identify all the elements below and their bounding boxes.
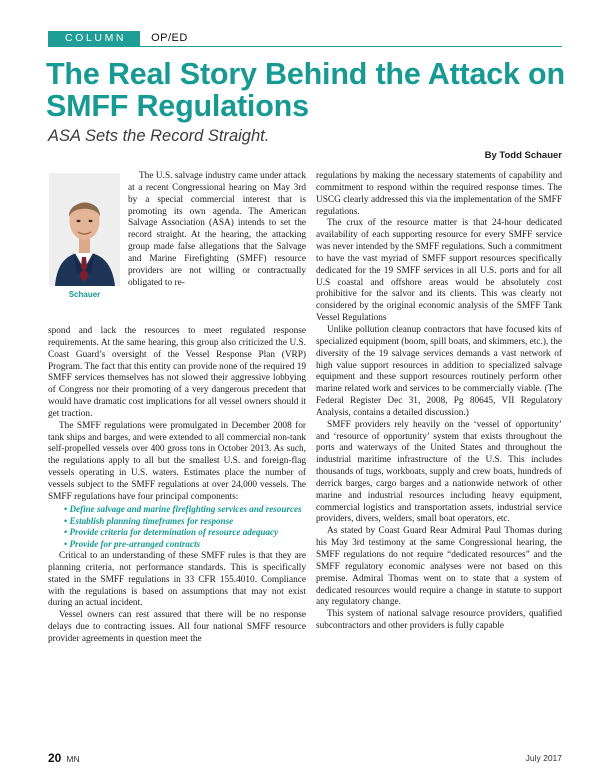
body-paragraph: As stated by Coast Guard Rear Admiral Paul Thomas during his May 3rd testimony at the same Congressional hearing, the SMFF regulations do not require “dedicated resources” and the SMFF regulatory economic analyses were not based on this premise. Admiral Thomas went on to state that a system of dedicated resources would require a change in statute to support any regulatory change.: [316, 526, 562, 608]
components-list: [48, 504, 306, 551]
list-item: • Establish planning timeframes for response: [64, 515, 234, 526]
body-paragraph: regulations by making the necessary statements of capability and commitment to respond within the required response times. The USCG clearly addressed this via the implementation of the SMFF regulations.: [316, 171, 562, 217]
body-paragraph: This system of national salvage resource providers, qualified subcontractors and other providers is fully capable: [316, 609, 562, 632]
article-subtitle: ASA Sets the Record Straight.: [48, 127, 270, 145]
issue-date: July 2017: [525, 753, 562, 763]
right-column: [316, 171, 562, 633]
author-photo: [49, 173, 120, 286]
column-tag: COLUMN: [48, 31, 140, 46]
intro-paragraph-end: spond and lack the resources to meet regulated response requirements. At the same hearing, this group also criticized the U.S. Coast Guard’s oversight of the Vessel Response Plan (VRP) Program. The fact that this entity can provide none of the required 19 SMFF services themselves has not slowed their aggressive lobbying of Congress nor their promoting of a very dangerous precedent that would have dramatic cost implications for all vessel owners should it get traction.: [48, 326, 306, 419]
body-paragraph: The SMFF regulations were promulgated in December 2008 for tank ships and barges, and were extended to all commercial non-tank self-propelled vessels over 400 gross tons in October 2013. As such, the regulations apply to all but the smallest U.S. and foreign-flag vessels operating in U.S. waters. Estimates place the number of vessels subject to the SMFF regulations at over 24,000 vessels. The SMFF regulations have four principal components:: [48, 420, 306, 502]
article-byline: By Todd Schauer: [484, 150, 562, 161]
section-header: [48, 31, 188, 46]
page-number: 20: [48, 751, 62, 765]
photo-caption: Schauer: [68, 290, 101, 299]
body-paragraph: SMFF providers rely heavily on the ‘vessel of opportunity’ and ‘resource of opportunity’ system that exists throughout the ports and waterways of the United States and throughout the industrial maritime infrastructure of the U.S. This includes thousands of tugs, workboats, supply and crew boats, hundreds of derrick barges, cargo barges and a nationwide network of other marine and industrial resources including heavy equipment, commercial logistics and transportation assets, industrial service providers, divers, welders, small boat operators, etc.: [316, 419, 562, 525]
list-item: • Provide criteria for determination of resource adequacy: [64, 527, 279, 538]
publication-name: MN: [66, 754, 80, 764]
article-title: The Real Story Behind the Attack on SMFF Regulations: [46, 57, 565, 123]
list-item: • Define salvage and marine firefighting services and resources: [64, 503, 302, 514]
body-paragraph: Vessel owners can rest assured that there will be no response delays due to contracting issues. All four national SMFF resource provider agreements in question meet the: [48, 610, 306, 644]
list-item: • Provide for pre-arranged contracts: [64, 539, 201, 550]
body-paragraph: Unlike pollution cleanup contractors that have focused kits of specialized equipment (boom, spill boats, and skimmers, etc.), the diversity of the 19 salvage services demands a vast network of high value support resources in addition to specialized salvage equipment and these support resources routinely perform other marine related work and services to be commercially viable. (The Federal Register Dec 31, 2008, Pg 80645, VII Regulatory Analysis, contains a detailed discussion.): [316, 324, 562, 418]
header-divider: [48, 46, 562, 47]
body-paragraph: Critical to an understanding of these SMFF rules is that they are planning criteria, not performance standards. This is specifically stated in the SMFF regulations in 33 CFR 155.4010. Compliance with the regulations is based on assumptions that may not exist during an actual incident.: [48, 551, 306, 609]
section-label: OP/ED: [151, 32, 188, 44]
body-paragraph: The crux of the resource matter is that 24-hour dedicated availability of each supporting resource for every SMFF service was never intended by the SMFF regulations. Such a commitment to have the vast myriad of SMFF support resources specifically dedicated for the 19 SMFF services in all U.S. ports and for all U.S coastal and offshore areas would be absolutely cost prohibitive for the salvor and its clients. This was clearly not considered by the original economic analysis of the SMFF Tank Vessel Regulations: [316, 218, 562, 324]
article-intro-wrap: [128, 171, 306, 289]
page-footer: [48, 751, 80, 765]
intro-paragraph-start: The U.S. salvage industry came under attack at a recent Congressional hearing on May 3rd by a special commercial interest that is promoting its own agenda. The American Salvage Association (ASA) intends to set the record straight. At the hearing, the attacking group made false allegations that the Salvage and Marine Firefighting (SMFF) resource providers are not willing or contractually obligated to re-: [128, 171, 306, 288]
left-column: [48, 326, 306, 646]
